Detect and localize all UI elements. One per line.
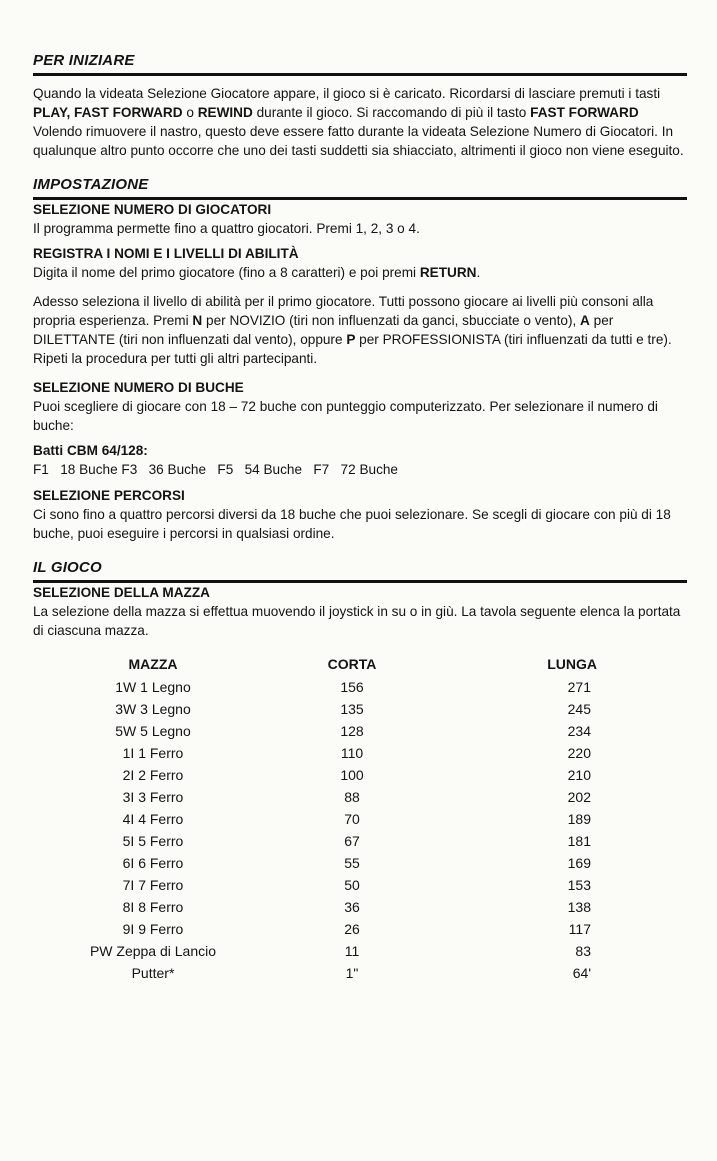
table-row [33, 698, 597, 720]
cell-club: 4I 4 Ferro [122, 811, 184, 827]
club-range-table [33, 654, 597, 984]
cell-short: 50 [344, 877, 360, 893]
cell-club: 9I 9 Ferro [122, 921, 184, 937]
cell-long: 117 [568, 921, 591, 937]
keyword-n: N [192, 313, 203, 328]
cell-long: 271 [567, 679, 591, 695]
cell-short: 128 [340, 723, 364, 739]
section-title-start: PER INIZIARE [33, 52, 687, 76]
cell-club: 7I 7 Ferro [122, 877, 184, 893]
cell-short: 11 [344, 943, 360, 959]
holes-keys-label: Batti CBM 64/128: [33, 443, 148, 458]
cell-club: 5I 5 Ferro [122, 833, 184, 849]
cell-short: 156 [340, 679, 364, 695]
cell-short: 67 [344, 833, 360, 849]
cell-short: 100 [340, 767, 364, 783]
keyword-fast-forward: FAST FORWARD [530, 105, 639, 120]
cell-club: 2I 2 Ferro [122, 767, 184, 783]
holes-heading: SELEZIONE NUMERO DI BUCHE [33, 380, 244, 395]
table-row [33, 940, 597, 962]
table-row [33, 808, 597, 830]
cell-club: 3W 3 Legno [115, 701, 191, 717]
cell-long: 210 [567, 767, 591, 783]
cell-short: 26 [344, 921, 360, 937]
table-row [33, 676, 597, 698]
start-paragraph: Quando la videata Selezione Giocatore appare, il gioco si è caricato. Ricordarsi di lasciare premuti i tasti PLAY, FAST FORWARD o REWIND durante il gioco. Si raccomando di più il tasto FAST FORWARD Volendo rimuovere il nastro, questo deve essere fatto durante la videata Selezione Numero di Giocatori. In qualunque altro punto occorre che uno dei tasti suddetti sia shiacciato, altrimenti il gioco non viene eseguito. [33, 86, 684, 158]
cell-club: 1W 1 Legno [115, 679, 191, 695]
players-text: Il programma permette fino a quattro giocatori. Premi 1, 2, 3 o 4. [33, 221, 420, 236]
keyword-a: A [580, 313, 590, 328]
cell-long: 169 [567, 855, 591, 871]
cell-club: 6I 6 Ferro [122, 855, 184, 871]
cell-short: 36 [344, 899, 360, 915]
cell-club: PW Zeppa di Lancio [89, 943, 217, 959]
cell-long: 245 [567, 701, 591, 717]
holes-key-f5: F5 54 Buche [206, 462, 303, 477]
cell-long: 83 [575, 943, 591, 959]
cell-long: 181 [567, 833, 591, 849]
cell-club: 5W 5 Legno [115, 723, 191, 739]
cell-long: 153 [567, 877, 591, 893]
cell-short: 70 [344, 811, 360, 827]
cell-club: 8I 8 Ferro [122, 899, 184, 915]
cell-short: 135 [340, 701, 364, 717]
section-title-setup: IMPOSTAZIONE [33, 176, 687, 200]
cell-club: Putter* [131, 965, 175, 981]
cell-short: 1" [345, 965, 359, 981]
table-row [33, 742, 597, 764]
holes-text: Puoi scegliere di giocare con 18 – 72 buche con punteggio computerizzato. Per selezionare il numero di buche: [33, 399, 658, 433]
club-heading: SELEZIONE DELLA MAZZA [33, 585, 210, 600]
holes-key-f3: F3 36 Buche [117, 462, 207, 477]
table-row [33, 962, 597, 984]
table-row [33, 764, 597, 786]
names-text: Digita il nome del primo giocatore (fino a 8 caratteri) e poi premi RETURN. [33, 265, 481, 280]
cell-short: 110 [340, 745, 364, 761]
cell-long: 220 [567, 745, 591, 761]
table-row [33, 896, 597, 918]
keyword-return: RETURN [419, 265, 477, 280]
club-text: La selezione della mazza si effettua muovendo il joystick in su o in giù. La tavola seguente elenca la portata di ciascuna mazza. [33, 604, 681, 638]
holes-keys [33, 460, 687, 480]
table-row [33, 720, 597, 742]
cell-short: 55 [344, 855, 360, 871]
table-row [33, 852, 597, 874]
cell-long: 64' [572, 965, 591, 981]
cell-long: 138 [567, 899, 591, 915]
cell-long: 234 [567, 723, 591, 739]
courses-heading: SELEZIONE PERCORSI [33, 488, 185, 503]
table-row [33, 918, 597, 940]
cell-short: 88 [344, 789, 360, 805]
table-row [33, 830, 597, 852]
courses-text: Ci sono fino a quattro percorsi diversi da 18 buche che puoi selezionare. Se scegli di giocare con più di 18 buche, puoi eseguire i percorsi in qualsiasi ordine. [33, 507, 671, 541]
keyword-rewind: REWIND [197, 105, 253, 120]
header-corta: CORTA [327, 656, 377, 672]
cell-long: 202 [567, 789, 591, 805]
cell-long: 189 [567, 811, 591, 827]
cell-club: 3I 3 Ferro [122, 789, 184, 805]
table-row [33, 874, 597, 896]
header-lunga: LUNGA [547, 656, 597, 672]
section-title-game: IL GIOCO [33, 559, 687, 583]
table-body [33, 676, 597, 984]
players-heading: SELEZIONE NUMERO DI GIOCATORI [33, 202, 272, 217]
keyword-p: P [346, 332, 356, 347]
names-heading: REGISTRA I NOMI E I LIVELLI DI ABILITÀ [33, 246, 299, 261]
cell-club: 1I 1 Ferro [122, 745, 184, 761]
holes-key-f7: F7 72 Buche [302, 462, 398, 477]
header-mazza: MAZZA [128, 656, 178, 672]
table-header-row [33, 654, 597, 676]
holes-key-f1: F1 18 Buche [33, 462, 118, 477]
skill-text: Adesso seleziona il livello di abilità per il primo giocatore. Tutti possono giocare ai livelli più consoni alla propria esperienza. Premi N per NOVIZIO (tiri non influenzati da ganci, sbucciate o vento), A per DILETTANTE (tiri non influenzati dal vento), oppure P per PROFESSIONISTA (tiri influenzati da tutti e tre). Ripeti la procedura per tutti gli altri partecipanti. [33, 294, 672, 366]
table-row [33, 786, 597, 808]
keyword-play: PLAY, FAST FORWARD [33, 105, 183, 120]
